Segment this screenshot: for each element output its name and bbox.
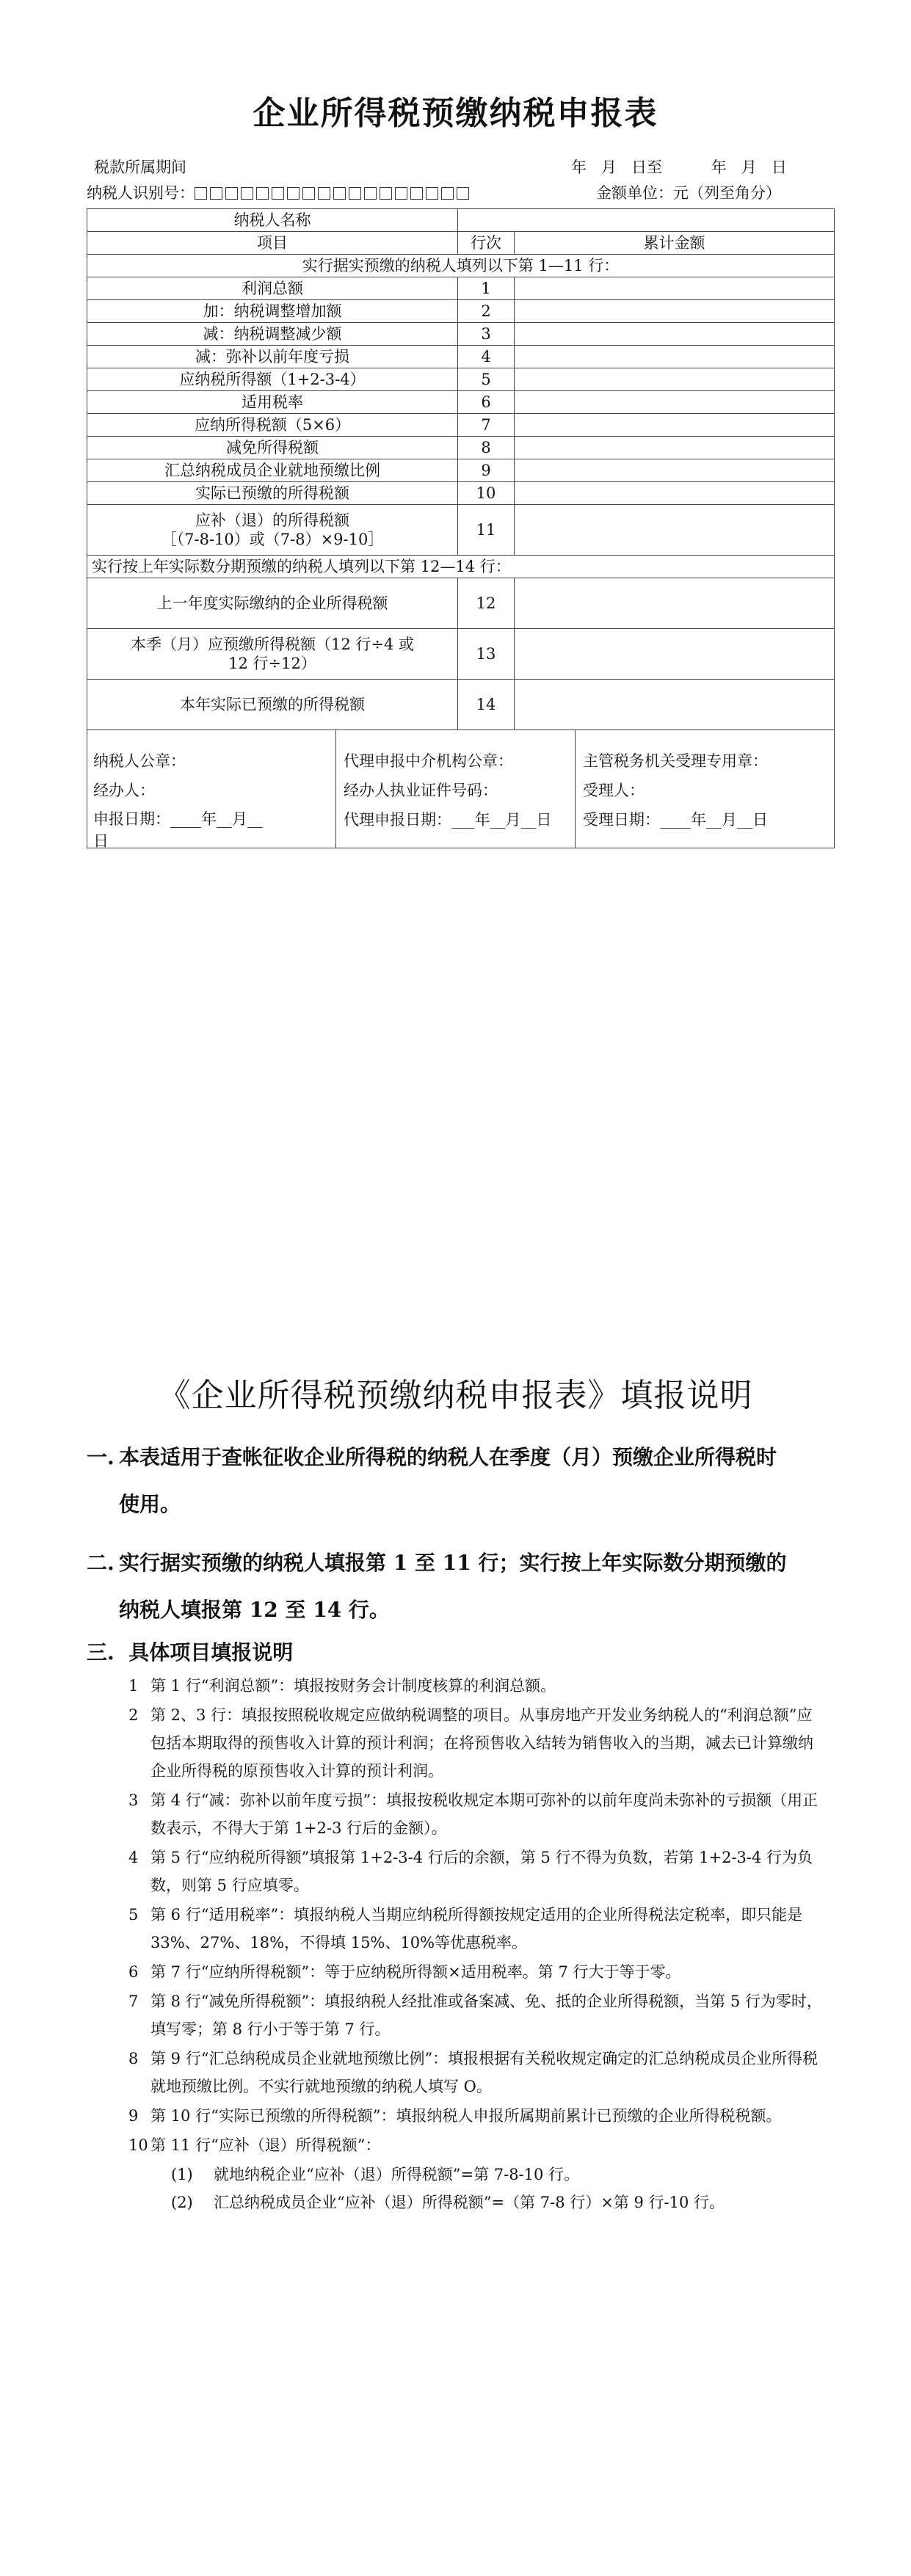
row-amount[interactable] xyxy=(515,482,835,505)
section1-note: 实行据实预缴的纳税人填列以下第 1—11 行： xyxy=(87,255,835,277)
row-amount[interactable] xyxy=(515,277,835,300)
instruction-item xyxy=(128,1958,822,1986)
id-digit-box[interactable] xyxy=(364,187,377,200)
col-amount-header: 累计金额 xyxy=(515,232,835,255)
id-digit-box[interactable] xyxy=(349,187,361,200)
table-row xyxy=(87,368,835,391)
id-digit-box[interactable] xyxy=(457,187,469,200)
table-row xyxy=(87,300,835,323)
item-number: 6 xyxy=(128,1963,139,1981)
instruction-item xyxy=(128,2131,822,2159)
row-label: 减：纳税调整减少额 xyxy=(87,323,458,346)
item-number: 9 xyxy=(128,2107,139,2125)
row12-label: 上一年度实际缴纳的企业所得税额 xyxy=(87,578,458,629)
id-digit-box[interactable] xyxy=(225,187,238,200)
item-text: 第 5 行“应纳税所得额”填报第 1+2-3-4 行后的余额，第 5 行不得为负数，若第 1+2-3-4 行为负数，则第 5 行应填零。 xyxy=(150,1849,813,1894)
rows-section1 xyxy=(87,277,835,505)
item-number: 3 xyxy=(128,1791,139,1809)
table-row xyxy=(87,391,835,414)
table-row xyxy=(87,482,835,505)
item-number: 8 xyxy=(128,2050,139,2067)
instruction-item xyxy=(128,1844,822,1899)
row-amount[interactable] xyxy=(515,437,835,459)
row-label: 应纳税所得额（1+2-3-4） xyxy=(87,368,458,391)
row-amount[interactable] xyxy=(515,391,835,414)
item-text: 第 1 行“利润总额”：填报按财务会计制度核算的利润总额。 xyxy=(150,1677,556,1695)
col-item-header: 项目 xyxy=(87,232,458,255)
instruction-items xyxy=(128,1672,822,2216)
sig-tax-office: 主管税务机关受理专用章： 受理人： 受理日期：____年__月__日 xyxy=(583,752,768,829)
row-line: 3 xyxy=(458,323,515,346)
row12-amount[interactable] xyxy=(515,578,835,629)
item-text: 第 8 行“减免所得税额”：填报纳税人经批准或备案减、免、抵的企业所得税额，当第 5 行为零时，填写零；第 8 行小于等于第 7 行。 xyxy=(150,1993,822,2038)
amount-unit: 金额单位：元（列至角分） xyxy=(596,184,781,202)
table-row xyxy=(87,459,835,482)
row-label: 实际已预缴的所得税额 xyxy=(87,482,458,505)
id-digit-box[interactable] xyxy=(410,187,423,200)
row-line: 2 xyxy=(458,300,515,323)
period-range: 年 月 日至 年 月 日 xyxy=(571,159,787,176)
table-row xyxy=(87,437,835,459)
item-number: 5 xyxy=(128,1906,139,1924)
table-row xyxy=(87,414,835,437)
item-text: 第 10 行“实际已预缴的所得税额”：填报纳税人申报所属期前累计已预缴的企业所得税税额。 xyxy=(150,2107,782,2125)
row-label: 汇总纳税成员企业就地预缴比例 xyxy=(87,459,458,482)
declaration-table xyxy=(87,208,835,848)
item-number: 7 xyxy=(128,1993,139,2010)
signature-area xyxy=(87,730,834,848)
row-amount[interactable] xyxy=(515,368,835,391)
id-digit-box[interactable] xyxy=(256,187,269,200)
row-line: 4 xyxy=(458,346,515,368)
row14-amount[interactable] xyxy=(515,680,835,730)
item-text: 第 6 行“适用税率”：填报纳税人当期应纳税所得额按规定适用的企业所得税法定税率，即只能是 33%、27%、18%，不得填 15%、10%等优惠税率。 xyxy=(150,1906,803,1951)
row-amount[interactable] xyxy=(515,323,835,346)
id-digit-box[interactable] xyxy=(241,187,253,200)
item-text: 第 2、3 行：填报按照税收规定应做纳税调整的项目。从事房地产开发业务纳税人的“利润总额”应包括本期取得的预售收入计算的预计利润；在将预售收入结转为销售收入的当期，减去已计算缴纳企业所得税的原预售收入计算的预计利润。 xyxy=(150,1706,813,1780)
id-digit-box[interactable] xyxy=(302,187,315,200)
row-line: 9 xyxy=(458,459,515,482)
id-digit-box[interactable] xyxy=(287,187,300,200)
instruction-para-1: 一. 本表适用于查帐征收企业所得税的纳税人在季度（月）预缴企业所得税时 使用。 xyxy=(87,1445,777,1516)
section2-note: 实行按上年实际数分期预缴的纳税人填列以下第 12—14 行： xyxy=(87,556,835,578)
row13-line: 13 xyxy=(458,629,515,680)
id-digit-box[interactable] xyxy=(272,187,284,200)
form-title: 企业所得税预缴纳税申报表 xyxy=(253,95,658,132)
item-text: 第 11 行“应补（退）所得税额”： xyxy=(150,2136,381,2154)
instruction-item xyxy=(128,1672,822,1700)
row-line: 8 xyxy=(458,437,515,459)
item-number: 2 xyxy=(128,1706,139,1724)
table-row xyxy=(87,323,835,346)
row-label: 利润总额 xyxy=(87,277,458,300)
row12-line: 12 xyxy=(458,578,515,629)
sig-taxpayer: 纳税人公章： 经办人： 申报日期：____年__月__ 日 xyxy=(87,730,336,848)
id-digit-box[interactable] xyxy=(395,187,407,200)
sub-item-1: (1) 就地纳税企业“应补（退）所得税额”=第 7-8-10 行。 xyxy=(171,2166,580,2183)
id-digit-box[interactable] xyxy=(210,187,222,200)
instruction-item xyxy=(128,1987,822,2043)
row-label: 减：弥补以前年度亏损 xyxy=(87,346,458,368)
sig-agent: 代理申报中介机构公章： 经办人执业证件号码： 代理申报日期：___年__月__日 xyxy=(336,730,576,848)
item-text: 第 7 行“应纳所得税额”：等于应纳税所得额×适用税率。第 7 行大于等于零。 xyxy=(150,1963,681,1981)
instruction-item xyxy=(128,2045,822,2100)
table-row xyxy=(87,277,835,300)
instruction-item xyxy=(128,1786,822,1842)
id-digit-box[interactable] xyxy=(318,187,330,200)
taxpayer-name-label: 纳税人名称 xyxy=(87,209,458,232)
table-row xyxy=(87,346,835,368)
id-digit-box[interactable] xyxy=(426,187,438,200)
taxpayer-name-value[interactable] xyxy=(458,209,835,232)
row-label: 减免所得税额 xyxy=(87,437,458,459)
item-number: 1 xyxy=(128,1677,139,1695)
id-digit-box[interactable] xyxy=(333,187,346,200)
instruction-item xyxy=(128,1901,822,1957)
row-line: 10 xyxy=(458,482,515,505)
instruction-section-3-heading: 三. 具体项目填报说明 xyxy=(87,1640,294,1664)
sub-item-2: (2) 汇总纳税成员企业“应补（退）所得税额”=（第 7-8 行）×第 9 行-10 行。 xyxy=(171,2194,725,2211)
instruction-para-2: 二. 实行据实预缴的纳税人填报第 1 至 11 行；实行按上年实际数分期预缴的 纳税人填报第 12 至 14 行。 xyxy=(87,1551,787,1622)
row-label: 加：纳税调整增加额 xyxy=(87,300,458,323)
row-amount[interactable] xyxy=(515,414,835,437)
taxpayer-id-label: 纳税人识别号： xyxy=(87,184,195,202)
period-label: 税款所属期间 xyxy=(94,159,186,176)
item-number: 4 xyxy=(128,1849,139,1866)
row11-line: 11 xyxy=(458,505,515,556)
row-line: 6 xyxy=(458,391,515,414)
item-number: 10 xyxy=(128,2136,148,2154)
row11-label: 应补（退）的所得税额 ［（7-8-10）或（7-8）×9-10］ xyxy=(87,505,458,556)
row-label: 适用税率 xyxy=(87,391,458,414)
instruction-item xyxy=(128,1701,822,1785)
row-amount[interactable] xyxy=(515,346,835,368)
instructions-title: 《企业所得税预缴纳税申报表》填报说明 xyxy=(158,1377,753,1414)
item-text: 第 9 行“汇总纳税成员企业就地预缴比例”：填报根据有关税收规定确定的汇总纳税成员企业所得税就地预缴比例。不实行就地预缴的纳税人填写 O。 xyxy=(150,2050,819,2095)
id-digit-box[interactable] xyxy=(441,187,454,200)
row13-label: 本季（月）应预缴所得税额（12 行÷4 或 12 行÷12） xyxy=(87,629,458,680)
taxpayer-id-boxes xyxy=(195,184,472,202)
instruction-item xyxy=(128,2102,822,2130)
row-amount[interactable] xyxy=(515,300,835,323)
row-line: 1 xyxy=(458,277,515,300)
taxpayer-id-row xyxy=(87,181,472,203)
item-text: 第 4 行“减：弥补以前年度亏损”：填报按税收规定本期可弥补的以前年度尚未弥补的亏损额（用正数表示，不得大于第 1+2-3 行后的金额）。 xyxy=(150,1791,819,1837)
row14-label: 本年实际已预缴的所得税额 xyxy=(87,680,458,730)
col-line-header: 行次 xyxy=(458,232,515,255)
row11-amount[interactable] xyxy=(515,505,835,556)
id-digit-box[interactable] xyxy=(195,187,207,200)
row-label: 应纳所得税额（5×6） xyxy=(87,414,458,437)
row-line: 5 xyxy=(458,368,515,391)
row14-line: 14 xyxy=(458,680,515,730)
row-line: 7 xyxy=(458,414,515,437)
row-amount[interactable] xyxy=(515,459,835,482)
id-digit-box[interactable] xyxy=(380,187,392,200)
row13-amount[interactable] xyxy=(515,629,835,680)
